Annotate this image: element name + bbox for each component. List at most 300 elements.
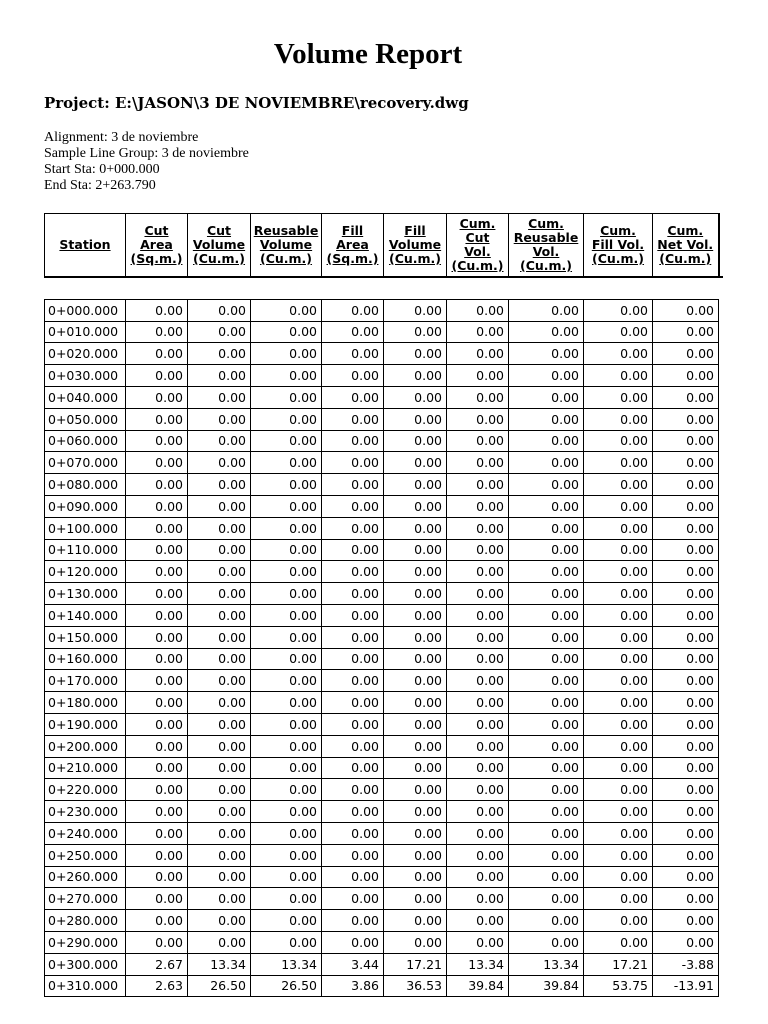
alignment-line: Alignment: 3 de noviembre	[44, 130, 199, 145]
column-header	[322, 214, 384, 278]
value-cell: 0.00	[447, 299, 509, 321]
value-cell: 0.00	[653, 866, 719, 888]
value-cell: 0.00	[188, 343, 251, 365]
value-cell: 0.00	[509, 801, 584, 823]
station-cell: 0+200.000	[45, 735, 126, 757]
value-cell: 0.00	[251, 822, 322, 844]
value-cell: 0.00	[584, 299, 653, 321]
value-cell: 0.00	[584, 735, 653, 757]
value-cell: 0.00	[447, 408, 509, 430]
value-cell: 0.00	[509, 713, 584, 735]
column-header-line: Volume	[259, 237, 313, 252]
station-cell: 0+220.000	[45, 779, 126, 801]
value-cell: 26.50	[188, 975, 251, 997]
volume-table	[44, 213, 723, 997]
value-cell: 0.00	[384, 299, 447, 321]
value-cell: 0.00	[126, 583, 188, 605]
value-cell: 0.00	[584, 888, 653, 910]
value-cell: 53.75	[584, 975, 653, 997]
value-cell: 0.00	[447, 888, 509, 910]
station-cell: 0+310.000	[45, 975, 126, 997]
table-row	[45, 866, 723, 888]
value-cell: 0.00	[509, 692, 584, 714]
column-header-line: (Sq.m.)	[326, 251, 379, 266]
value-cell: 0.00	[126, 670, 188, 692]
value-cell: 0.00	[188, 583, 251, 605]
value-cell: 0.00	[509, 495, 584, 517]
value-cell: 0.00	[322, 452, 384, 474]
value-cell: 0.00	[653, 583, 719, 605]
value-cell: 0.00	[126, 386, 188, 408]
column-header-line: Reusable	[253, 223, 319, 238]
value-cell: 17.21	[584, 953, 653, 975]
table-row	[45, 408, 723, 430]
value-cell: 0.00	[322, 779, 384, 801]
row-edge	[719, 822, 723, 844]
column-header-line: (Cu.m.)	[259, 251, 313, 266]
value-cell: 0.00	[653, 517, 719, 539]
table-row	[45, 539, 723, 561]
value-cell: 0.00	[188, 539, 251, 561]
value-cell: 39.84	[447, 975, 509, 997]
value-cell: 0.00	[384, 692, 447, 714]
value-cell: 0.00	[384, 517, 447, 539]
row-edge	[719, 495, 723, 517]
value-cell: 0.00	[188, 888, 251, 910]
value-cell: 0.00	[126, 779, 188, 801]
value-cell: 0.00	[322, 539, 384, 561]
value-cell: 0.00	[126, 822, 188, 844]
value-cell: 0.00	[653, 321, 719, 343]
value-cell: 0.00	[188, 408, 251, 430]
value-cell: 0.00	[188, 844, 251, 866]
value-cell: 0.00	[653, 844, 719, 866]
value-cell: 0.00	[384, 888, 447, 910]
value-cell: 0.00	[447, 539, 509, 561]
table-row	[45, 626, 723, 648]
value-cell: 0.00	[653, 430, 719, 452]
value-cell: 0.00	[509, 866, 584, 888]
table-row	[45, 299, 723, 321]
value-cell: 0.00	[322, 757, 384, 779]
value-cell: 0.00	[126, 626, 188, 648]
value-cell: 0.00	[251, 386, 322, 408]
table-row	[45, 779, 723, 801]
column-header-line: Station	[59, 237, 111, 252]
table-row	[45, 474, 723, 496]
value-cell: 0.00	[322, 583, 384, 605]
value-cell: 0.00	[584, 866, 653, 888]
value-cell: 0.00	[322, 866, 384, 888]
value-cell: 0.00	[584, 583, 653, 605]
value-cell: 0.00	[251, 604, 322, 626]
value-cell: 0.00	[447, 670, 509, 692]
row-edge	[719, 648, 723, 670]
table-row	[45, 931, 723, 953]
station-cell: 0+190.000	[45, 713, 126, 735]
value-cell: 0.00	[584, 365, 653, 387]
value-cell: 0.00	[447, 866, 509, 888]
column-header-line: Fill	[341, 223, 364, 238]
column-header-line: (Cu.m.)	[519, 258, 573, 273]
value-cell: 0.00	[126, 365, 188, 387]
row-edge	[719, 713, 723, 735]
value-cell: 3.86	[322, 975, 384, 997]
value-cell: 0.00	[188, 452, 251, 474]
value-cell: 0.00	[188, 474, 251, 496]
value-cell: 0.00	[322, 365, 384, 387]
row-edge	[719, 321, 723, 343]
value-cell: 0.00	[584, 604, 653, 626]
value-cell: 0.00	[126, 343, 188, 365]
value-cell: 0.00	[509, 822, 584, 844]
station-cell: 0+080.000	[45, 474, 126, 496]
start-station-line: Start Sta: 0+000.000	[44, 162, 160, 177]
value-cell: 0.00	[384, 735, 447, 757]
value-cell: 0.00	[251, 299, 322, 321]
value-cell: 39.84	[509, 975, 584, 997]
value-cell: 0.00	[322, 888, 384, 910]
column-header-line: Cum.	[528, 216, 564, 231]
value-cell: 26.50	[251, 975, 322, 997]
column-header-line: Area	[336, 237, 369, 252]
value-cell: 0.00	[584, 757, 653, 779]
value-cell: 0.00	[509, 626, 584, 648]
table-row	[45, 822, 723, 844]
value-cell: 0.00	[188, 386, 251, 408]
value-cell: 0.00	[584, 343, 653, 365]
value-cell: 0.00	[447, 583, 509, 605]
value-cell: 0.00	[251, 844, 322, 866]
column-header	[584, 214, 653, 278]
value-cell: 0.00	[126, 866, 188, 888]
value-cell: 0.00	[188, 757, 251, 779]
value-cell: 0.00	[584, 822, 653, 844]
value-cell: 0.00	[584, 779, 653, 801]
value-cell: 0.00	[384, 408, 447, 430]
column-header-line: Volume	[192, 237, 246, 252]
column-header	[384, 214, 447, 278]
value-cell: 0.00	[251, 735, 322, 757]
value-cell: 0.00	[251, 801, 322, 823]
row-edge	[719, 975, 723, 997]
value-cell: 0.00	[126, 648, 188, 670]
row-edge	[719, 626, 723, 648]
table-header-row	[45, 214, 723, 278]
table-row	[45, 430, 723, 452]
row-edge	[719, 408, 723, 430]
value-cell: 0.00	[653, 735, 719, 757]
value-cell: 0.00	[322, 474, 384, 496]
value-cell: 0.00	[584, 517, 653, 539]
value-cell: 0.00	[447, 495, 509, 517]
value-cell: 0.00	[322, 604, 384, 626]
value-cell: 0.00	[251, 910, 322, 932]
value-cell: 0.00	[447, 517, 509, 539]
value-cell: 0.00	[188, 321, 251, 343]
value-cell: 0.00	[447, 626, 509, 648]
table-row	[45, 604, 723, 626]
value-cell: 0.00	[447, 386, 509, 408]
value-cell: 0.00	[384, 713, 447, 735]
value-cell: 0.00	[653, 408, 719, 430]
value-cell: 0.00	[584, 539, 653, 561]
value-cell: 0.00	[584, 408, 653, 430]
value-cell: 0.00	[251, 561, 322, 583]
value-cell: 0.00	[447, 343, 509, 365]
value-cell: 0.00	[188, 430, 251, 452]
value-cell: 0.00	[653, 474, 719, 496]
value-cell: 0.00	[322, 692, 384, 714]
value-cell: 0.00	[188, 299, 251, 321]
value-cell: 0.00	[384, 648, 447, 670]
value-cell: 0.00	[509, 888, 584, 910]
table-row	[45, 844, 723, 866]
value-cell: 0.00	[126, 452, 188, 474]
value-cell: 0.00	[653, 343, 719, 365]
station-cell: 0+090.000	[45, 495, 126, 517]
value-cell: 0.00	[251, 713, 322, 735]
value-cell: 0.00	[126, 539, 188, 561]
value-cell: 0.00	[126, 321, 188, 343]
value-cell: 0.00	[251, 692, 322, 714]
value-cell: 0.00	[653, 365, 719, 387]
value-cell: 0.00	[322, 517, 384, 539]
station-cell: 0+270.000	[45, 888, 126, 910]
value-cell: 0.00	[509, 343, 584, 365]
value-cell: 0.00	[322, 910, 384, 932]
station-cell: 0+130.000	[45, 583, 126, 605]
value-cell: 0.00	[509, 931, 584, 953]
row-edge	[719, 844, 723, 866]
column-header-line: Reusable	[513, 230, 579, 245]
row-edge	[719, 757, 723, 779]
value-cell: 0.00	[447, 713, 509, 735]
value-cell: 0.00	[447, 757, 509, 779]
value-cell: 13.34	[188, 953, 251, 975]
column-header-line: (Cu.m.)	[192, 251, 246, 266]
column-header-line: (Cu.m.)	[451, 258, 504, 273]
value-cell: 0.00	[322, 626, 384, 648]
value-cell: 0.00	[584, 321, 653, 343]
table-row	[45, 365, 723, 387]
table-row	[45, 648, 723, 670]
value-cell: 0.00	[509, 648, 584, 670]
value-cell: 0.00	[188, 931, 251, 953]
value-cell: 0.00	[322, 735, 384, 757]
value-cell: 13.34	[251, 953, 322, 975]
row-edge	[719, 452, 723, 474]
value-cell: 0.00	[322, 343, 384, 365]
value-cell: 0.00	[584, 931, 653, 953]
value-cell: 0.00	[384, 931, 447, 953]
value-cell: 0.00	[384, 343, 447, 365]
value-cell: 0.00	[584, 910, 653, 932]
value-cell: 0.00	[509, 365, 584, 387]
value-cell: 0.00	[126, 474, 188, 496]
value-cell: 0.00	[384, 561, 447, 583]
value-cell: 0.00	[126, 757, 188, 779]
value-cell: 0.00	[384, 757, 447, 779]
column-header	[126, 214, 188, 278]
column-header-line: (Cu.m.)	[659, 251, 712, 266]
value-cell: 0.00	[584, 626, 653, 648]
value-cell: 0.00	[509, 561, 584, 583]
column-header-line: Vol.	[532, 244, 560, 259]
station-cell: 0+140.000	[45, 604, 126, 626]
column-header-line: Cut	[144, 223, 169, 238]
column-header	[45, 214, 126, 278]
value-cell: 17.21	[384, 953, 447, 975]
station-cell: 0+150.000	[45, 626, 126, 648]
station-cell: 0+300.000	[45, 953, 126, 975]
column-header-line: Cum.	[600, 223, 636, 238]
station-cell: 0+120.000	[45, 561, 126, 583]
value-cell: 0.00	[322, 408, 384, 430]
row-edge	[719, 779, 723, 801]
value-cell: 0.00	[584, 386, 653, 408]
value-cell: 0.00	[188, 735, 251, 757]
value-cell: 0.00	[509, 452, 584, 474]
value-cell: 0.00	[322, 713, 384, 735]
value-cell: 0.00	[653, 822, 719, 844]
column-header-line: Fill Vol.	[591, 237, 645, 252]
value-cell: 0.00	[251, 495, 322, 517]
value-cell: 0.00	[384, 844, 447, 866]
value-cell: 13.34	[447, 953, 509, 975]
column-header-line: (Cu.m.)	[591, 251, 645, 266]
value-cell: 0.00	[322, 670, 384, 692]
value-cell: 0.00	[384, 801, 447, 823]
value-cell: 0.00	[384, 539, 447, 561]
value-cell: 0.00	[653, 692, 719, 714]
column-header	[509, 214, 584, 278]
column-header	[251, 214, 322, 278]
value-cell: 0.00	[322, 822, 384, 844]
value-cell: 0.00	[384, 910, 447, 932]
value-cell: 0.00	[447, 779, 509, 801]
value-cell: 0.00	[509, 735, 584, 757]
column-header	[447, 214, 509, 278]
value-cell: 0.00	[653, 757, 719, 779]
value-cell: 0.00	[126, 888, 188, 910]
value-cell: 0.00	[653, 299, 719, 321]
value-cell: 0.00	[126, 299, 188, 321]
value-cell: 0.00	[188, 626, 251, 648]
value-cell: 0.00	[653, 931, 719, 953]
value-cell: 0.00	[509, 757, 584, 779]
value-cell: 0.00	[447, 452, 509, 474]
value-cell: 0.00	[384, 495, 447, 517]
station-cell: 0+040.000	[45, 386, 126, 408]
column-header-line: Cut	[465, 230, 490, 245]
value-cell: 0.00	[126, 604, 188, 626]
report-meta	[44, 130, 249, 194]
station-cell: 0+110.000	[45, 539, 126, 561]
table-row	[45, 583, 723, 605]
value-cell: 0.00	[188, 866, 251, 888]
row-edge	[719, 888, 723, 910]
value-cell: 0.00	[584, 648, 653, 670]
value-cell: 0.00	[509, 321, 584, 343]
row-edge	[719, 343, 723, 365]
report-title: Volume Report	[273, 38, 463, 70]
value-cell: 0.00	[509, 844, 584, 866]
value-cell: 0.00	[384, 365, 447, 387]
value-cell: 0.00	[384, 321, 447, 343]
value-cell: 0.00	[188, 495, 251, 517]
value-cell: 0.00	[653, 779, 719, 801]
table-row	[45, 517, 723, 539]
value-cell: 0.00	[188, 648, 251, 670]
column-header-line: Volume	[388, 237, 442, 252]
header-edge	[719, 214, 723, 278]
value-cell: 0.00	[251, 452, 322, 474]
value-cell: 0.00	[188, 822, 251, 844]
row-edge	[719, 561, 723, 583]
station-cell: 0+240.000	[45, 822, 126, 844]
station-cell: 0+280.000	[45, 910, 126, 932]
value-cell: 0.00	[584, 495, 653, 517]
value-cell: 0.00	[322, 801, 384, 823]
station-cell: 0+250.000	[45, 844, 126, 866]
row-edge	[719, 953, 723, 975]
value-cell: 0.00	[126, 495, 188, 517]
value-cell: 0.00	[509, 299, 584, 321]
value-cell: 0.00	[653, 386, 719, 408]
value-cell: 0.00	[447, 931, 509, 953]
value-cell: 0.00	[509, 670, 584, 692]
value-cell: 0.00	[126, 430, 188, 452]
value-cell: 0.00	[126, 801, 188, 823]
value-cell: 0.00	[188, 910, 251, 932]
value-cell: 0.00	[384, 866, 447, 888]
station-cell: 0+290.000	[45, 931, 126, 953]
value-cell: 0.00	[509, 910, 584, 932]
station-cell: 0+260.000	[45, 866, 126, 888]
row-edge	[719, 910, 723, 932]
table-row	[45, 692, 723, 714]
station-cell: 0+210.000	[45, 757, 126, 779]
value-cell: 0.00	[447, 474, 509, 496]
value-cell: 0.00	[188, 801, 251, 823]
sample-line-group-line: Sample Line Group: 3 de noviembre	[44, 146, 249, 161]
column-header-line: Cut	[206, 223, 232, 238]
value-cell: 0.00	[384, 583, 447, 605]
value-cell: 0.00	[251, 517, 322, 539]
value-cell: 0.00	[384, 626, 447, 648]
value-cell: 0.00	[126, 910, 188, 932]
value-cell: 0.00	[188, 365, 251, 387]
value-cell: 0.00	[251, 757, 322, 779]
table-row	[45, 910, 723, 932]
value-cell: 0.00	[188, 692, 251, 714]
column-header-line: Cum.	[667, 223, 704, 238]
table-row	[45, 801, 723, 823]
column-header-line: Area	[140, 237, 173, 252]
column-header-line: (Sq.m.)	[130, 251, 183, 266]
value-cell: 0.00	[384, 604, 447, 626]
value-cell: 0.00	[188, 517, 251, 539]
value-cell: 0.00	[653, 910, 719, 932]
table-row	[45, 452, 723, 474]
column-header-line: Vol.	[464, 244, 491, 259]
value-cell: 0.00	[126, 561, 188, 583]
value-cell: 0.00	[322, 299, 384, 321]
value-cell: 0.00	[322, 321, 384, 343]
column-header-line: Net Vol.	[657, 237, 714, 252]
end-station-line: End Sta: 2+263.790	[44, 178, 156, 193]
